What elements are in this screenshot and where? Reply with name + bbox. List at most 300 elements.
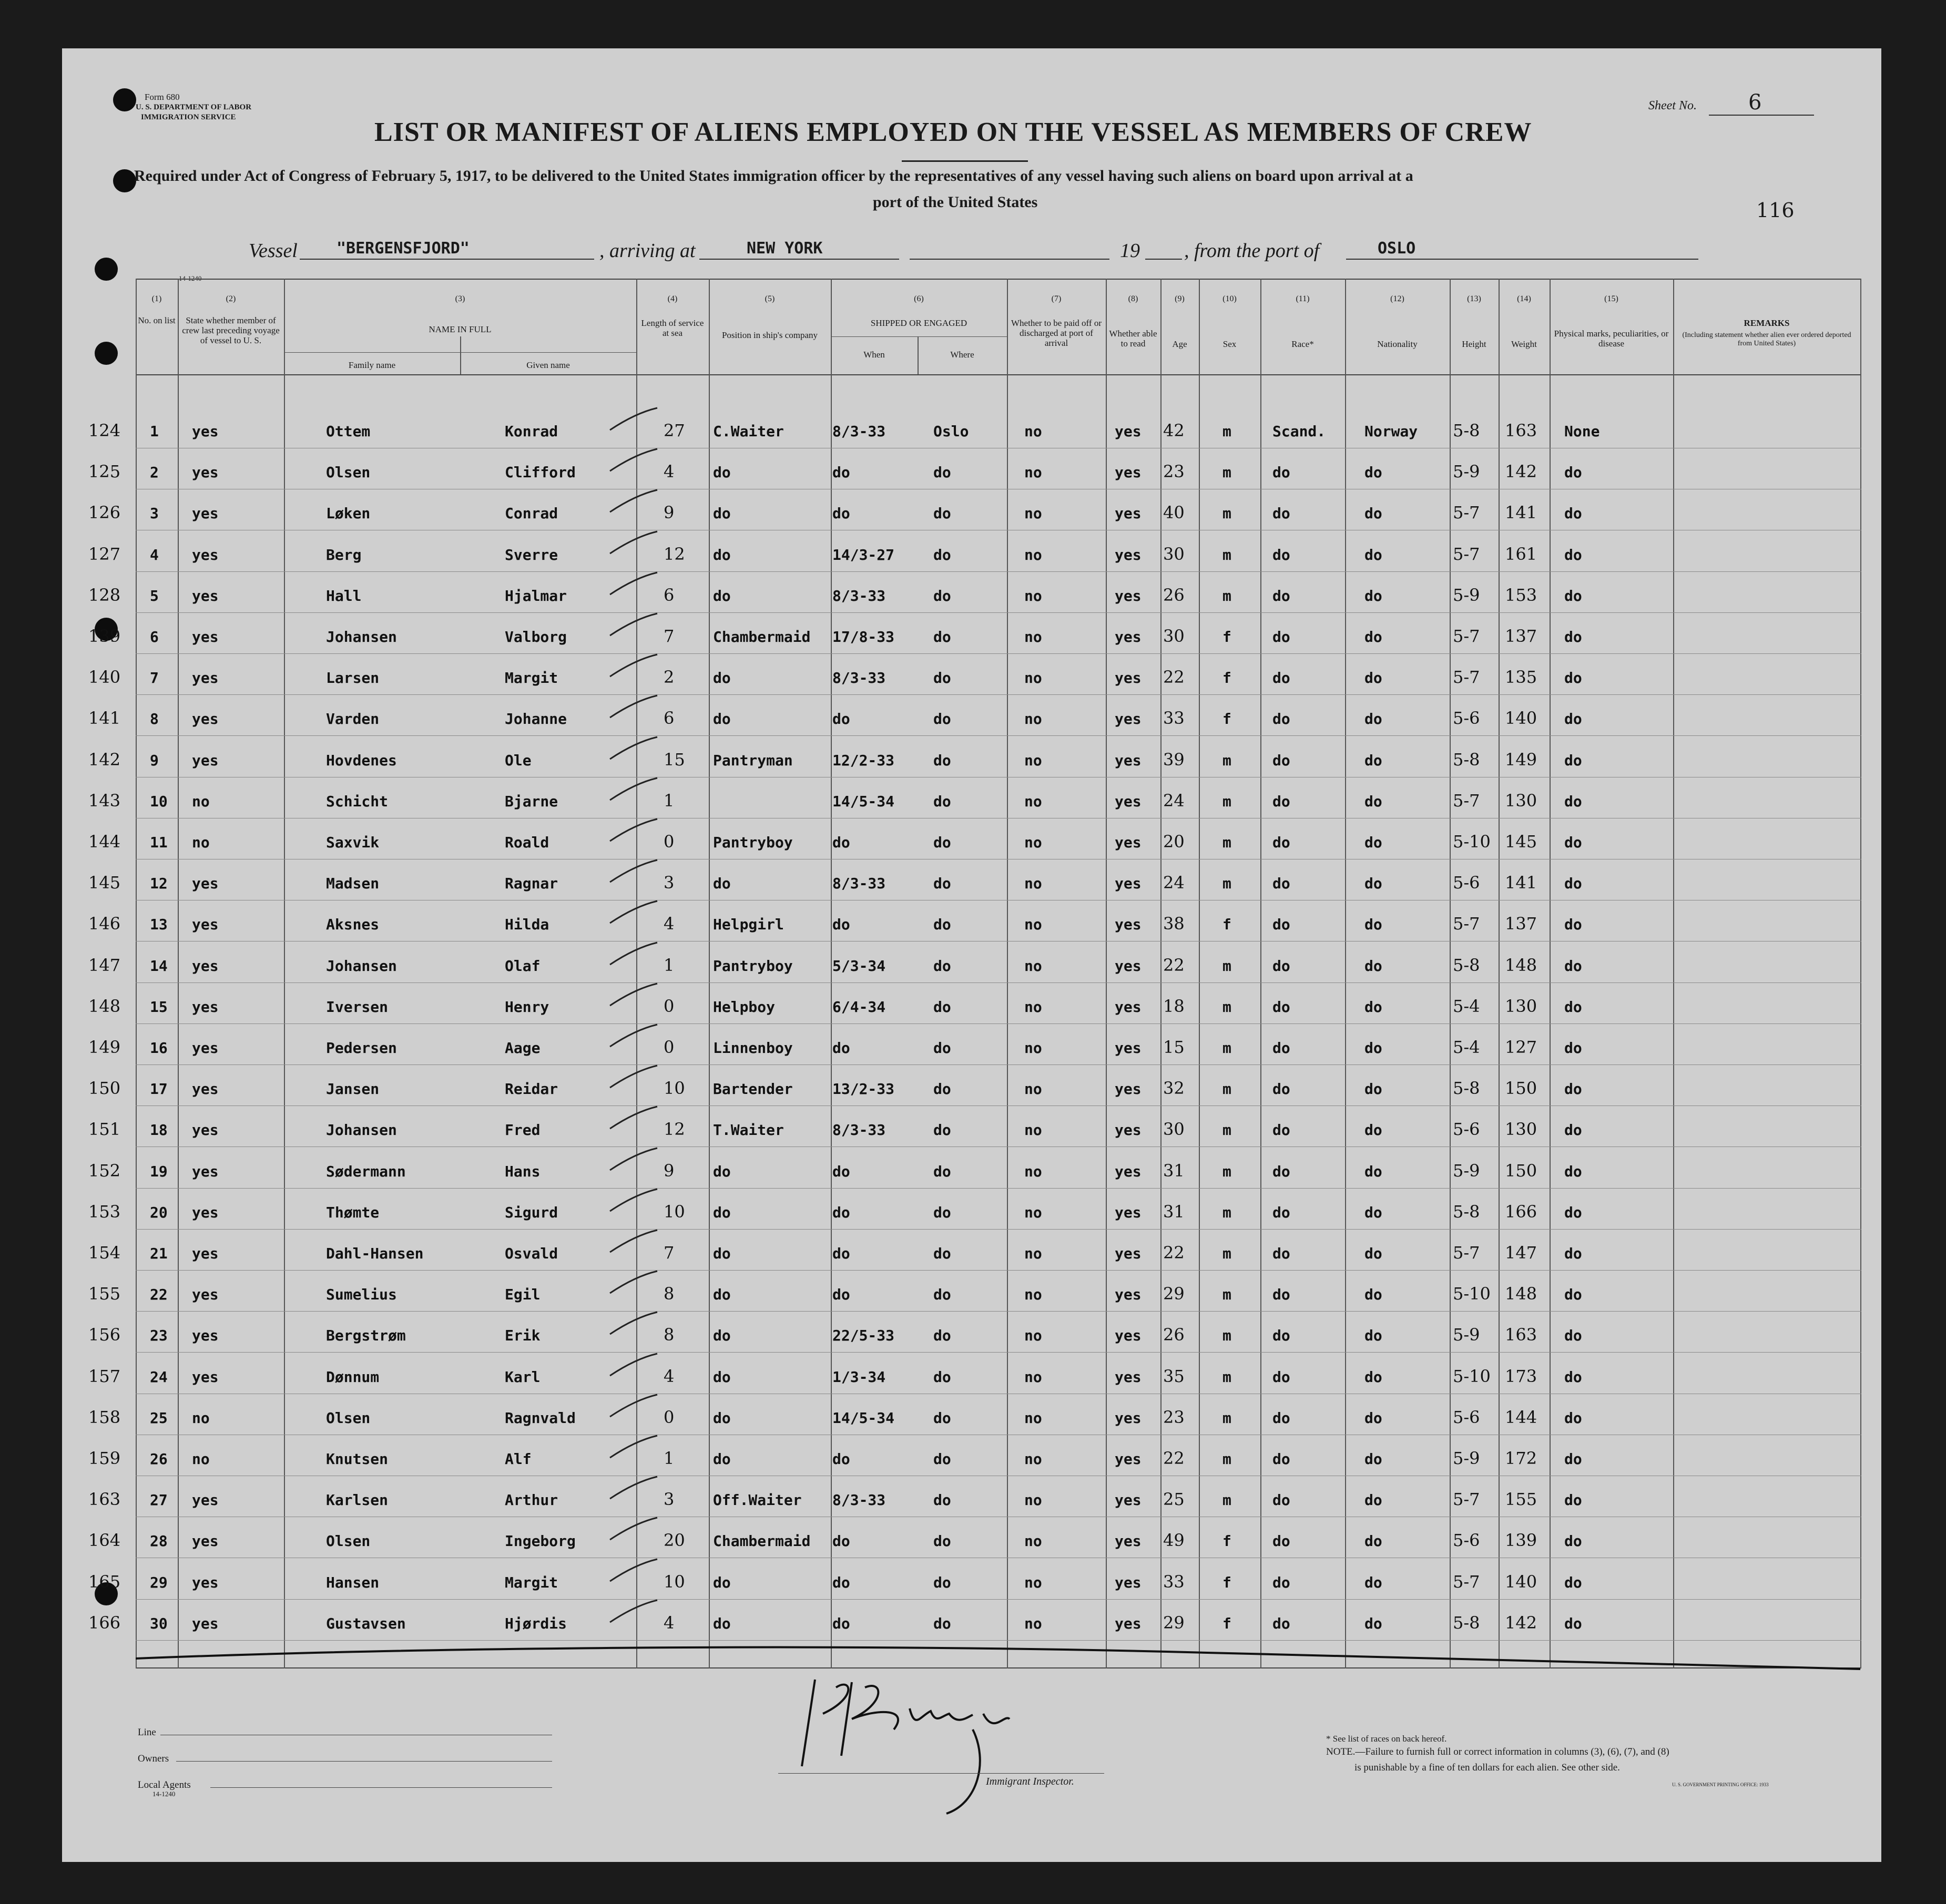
- cell-nat: do: [1364, 957, 1382, 975]
- cell-service: 10: [664, 1201, 685, 1222]
- cell-nat: do: [1364, 1245, 1382, 1262]
- shipped-subheader-rule: [831, 336, 1007, 337]
- cell-paid: no: [1024, 1614, 1042, 1632]
- cell-family: Aksnes: [326, 916, 380, 934]
- cell-service: 2: [664, 667, 675, 688]
- cell-given: Karl: [505, 1368, 541, 1386]
- cell-read: yes: [1115, 1573, 1142, 1591]
- cell-position: Pantryboy: [713, 957, 793, 975]
- cell-read: yes: [1115, 957, 1142, 975]
- cell-age: 26: [1163, 585, 1185, 605]
- arriving-port: NEW YORK: [747, 239, 823, 258]
- col-num-10: (10): [1222, 294, 1237, 303]
- col-num-3: (3): [455, 294, 465, 303]
- col-num-12: (12): [1390, 294, 1404, 303]
- vessel-underline: [300, 259, 594, 260]
- inspector-label: Immigrant Inspector.: [986, 1776, 1074, 1787]
- cell-marks: do: [1564, 1573, 1582, 1591]
- cell-weight: 147: [1505, 1243, 1537, 1263]
- cell-nat: do: [1364, 1327, 1382, 1345]
- cell-ref: 164: [88, 1530, 121, 1551]
- cell-ref: 166: [88, 1612, 121, 1633]
- cell-height: 5-7: [1453, 1489, 1480, 1510]
- cell-sex: m: [1222, 1121, 1231, 1139]
- cell-service: 0: [664, 996, 675, 1016]
- cell-position: Pantryboy: [713, 834, 793, 851]
- cell-race: do: [1272, 1203, 1290, 1221]
- cell-read: yes: [1115, 1080, 1142, 1098]
- cell-position: C.Waiter: [713, 423, 784, 440]
- owners-label: Owners: [138, 1753, 169, 1764]
- cell-nat: do: [1364, 587, 1382, 605]
- col-header-where: Where: [950, 350, 974, 360]
- cell-service: 0: [664, 1407, 675, 1427]
- service-label: IMMIGRATION SERVICE: [141, 113, 236, 121]
- cell-no: 28: [150, 1532, 168, 1550]
- col-header-service: Length of service at sea: [641, 318, 704, 338]
- cell-where: do: [933, 875, 951, 893]
- cell-height: 5-7: [1453, 914, 1480, 934]
- cell-no: 1: [150, 423, 159, 440]
- cell-ref: 142: [88, 749, 121, 770]
- cell-given: Egil: [505, 1286, 541, 1304]
- cell-given: Hjalmar: [505, 587, 567, 605]
- cell-family: Olsen: [326, 1532, 371, 1550]
- cell-nat: do: [1364, 1080, 1382, 1098]
- cell-prev: yes: [192, 998, 219, 1016]
- cell-race: do: [1272, 1080, 1290, 1098]
- cell-age: 23: [1163, 462, 1185, 482]
- cell-given: Ragnvald: [505, 1409, 576, 1427]
- cell-when: do: [832, 1245, 850, 1262]
- cell-position: do: [713, 546, 731, 564]
- cell-no: 15: [150, 998, 168, 1016]
- cell-given: Hilda: [505, 916, 549, 934]
- cell-position: do: [713, 1286, 731, 1304]
- table-row: [0, 1480, 1946, 1521]
- cell-where: do: [933, 1327, 951, 1345]
- cell-read: yes: [1115, 1039, 1142, 1057]
- cell-height: 5-7: [1453, 1571, 1480, 1592]
- cell-weight: 163: [1505, 421, 1537, 441]
- col-header-nationality: Nationality: [1377, 339, 1418, 349]
- cell-age: 30: [1163, 544, 1185, 564]
- table-row: [0, 1069, 1946, 1110]
- cell-height: 5-10: [1453, 1284, 1491, 1304]
- check-mark-icon: [605, 1513, 663, 1545]
- col-header-no: No. on list: [138, 315, 176, 325]
- col-header-height: Height: [1462, 339, 1486, 349]
- cell-paid: no: [1024, 957, 1042, 975]
- cell-service: 1: [664, 790, 675, 811]
- agents-label: Local Agents: [138, 1779, 191, 1790]
- col-num-11: (11): [1296, 294, 1310, 303]
- check-mark-icon: [605, 650, 663, 682]
- cell-paid: no: [1024, 1245, 1042, 1262]
- cell-paid: no: [1024, 1532, 1042, 1550]
- cell-sex: m: [1222, 1203, 1231, 1221]
- cell-prev: yes: [192, 505, 219, 523]
- cell-position: T.Waiter: [713, 1121, 784, 1139]
- table-row: [0, 987, 1946, 1028]
- check-mark-icon: [605, 445, 663, 476]
- cell-service: 1: [664, 1448, 675, 1468]
- cell-nat: do: [1364, 628, 1382, 646]
- page-title: LIST OR MANIFEST OF ALIENS EMPLOYED ON THE VESSEL AS MEMBERS OF CREW: [374, 117, 1532, 147]
- cell-ref: 126: [88, 503, 121, 523]
- cell-sex: m: [1222, 423, 1231, 440]
- check-mark-icon: [605, 1102, 663, 1134]
- table-row: [0, 1110, 1946, 1151]
- cell-ref: 154: [88, 1243, 121, 1263]
- cell-race: do: [1272, 1039, 1290, 1057]
- cell-weight: 144: [1505, 1407, 1537, 1427]
- cell-height: 5-9: [1453, 1448, 1480, 1468]
- cell-height: 5-10: [1453, 1366, 1491, 1386]
- row-rule: [136, 612, 1861, 613]
- cell-nat: do: [1364, 751, 1382, 769]
- cell-nat: do: [1364, 1368, 1382, 1386]
- table-row: [0, 658, 1946, 699]
- cell-nat: do: [1364, 998, 1382, 1016]
- vessel-name: "BERGENSFJORD": [337, 239, 470, 258]
- check-mark-icon: [605, 856, 663, 887]
- cell-nat: do: [1364, 710, 1382, 728]
- cell-when: do: [832, 1203, 850, 1221]
- table-row: [0, 863, 1946, 904]
- cell-no: 18: [150, 1121, 168, 1139]
- cell-service: 9: [664, 1160, 675, 1181]
- cell-race: do: [1272, 1327, 1290, 1345]
- cell-no: 21: [150, 1245, 168, 1262]
- cell-ref: 147: [88, 955, 121, 975]
- cell-weight: 142: [1505, 462, 1537, 482]
- col-header-sex: Sex: [1222, 339, 1237, 349]
- cell-sex: m: [1222, 834, 1231, 851]
- cell-when: 5/3-34: [832, 957, 886, 975]
- cell-when: 22/5-33: [832, 1327, 895, 1345]
- cell-race: do: [1272, 957, 1290, 975]
- table-header-rule: [136, 374, 1861, 375]
- form-number: Form 680: [145, 92, 180, 102]
- date-underline: [910, 259, 1109, 260]
- cell-prev: yes: [192, 587, 219, 605]
- cell-given: Ingeborg: [505, 1532, 576, 1550]
- cell-service: 8: [664, 1284, 675, 1304]
- cell-where: do: [933, 834, 951, 851]
- cell-prev: yes: [192, 669, 219, 687]
- cell-sex: m: [1222, 998, 1231, 1016]
- cell-no: 3: [150, 505, 159, 523]
- cell-age: 29: [1163, 1612, 1185, 1633]
- cell-paid: no: [1024, 587, 1042, 605]
- cell-read: yes: [1115, 1532, 1142, 1550]
- cell-weight: 140: [1505, 708, 1537, 729]
- cell-race: do: [1272, 1532, 1290, 1550]
- cell-height: 5-4: [1453, 996, 1480, 1016]
- cell-ref: 141: [88, 708, 121, 729]
- cell-nat: do: [1364, 505, 1382, 523]
- cell-where: do: [933, 957, 951, 975]
- cell-where: do: [933, 1573, 951, 1591]
- cell-paid: no: [1024, 1286, 1042, 1304]
- cell-sex: m: [1222, 957, 1231, 975]
- cell-when: do: [832, 1286, 850, 1304]
- cell-family: Varden: [326, 710, 380, 728]
- cell-given: Ole: [505, 751, 532, 769]
- cell-prev: yes: [192, 916, 219, 934]
- cell-nat: do: [1364, 834, 1382, 851]
- cell-family: Bergstrøm: [326, 1327, 406, 1345]
- cell-family: Dønnum: [326, 1368, 380, 1386]
- check-mark-icon: [605, 815, 663, 846]
- cell-height: 5-9: [1453, 1160, 1480, 1181]
- cell-no: 30: [150, 1614, 168, 1632]
- cell-marks: do: [1564, 628, 1582, 646]
- cell-when: do: [832, 1614, 850, 1632]
- cell-given: Margit: [505, 669, 558, 687]
- col-num-1: (1): [151, 294, 162, 303]
- cell-no: 17: [150, 1080, 168, 1098]
- cell-position: Off.Waiter: [713, 1491, 802, 1509]
- cell-service: 0: [664, 832, 675, 852]
- col-header-race: Race*: [1291, 339, 1314, 349]
- cell-where: do: [933, 1491, 951, 1509]
- check-mark-icon: [605, 1349, 663, 1381]
- cell-marks: do: [1564, 1409, 1582, 1427]
- cell-sex: f: [1222, 1532, 1231, 1550]
- cell-height: 5-4: [1453, 1037, 1480, 1057]
- table-row: [0, 1151, 1946, 1192]
- cell-family: Johansen: [326, 957, 397, 975]
- cell-no: 11: [150, 834, 168, 851]
- year-underline: [1145, 259, 1182, 260]
- col-header-family-name: Family name: [348, 360, 396, 370]
- cell-where: do: [933, 1121, 951, 1139]
- cell-height: 5-7: [1453, 1243, 1480, 1263]
- cell-where: do: [933, 587, 951, 605]
- cell-paid: no: [1024, 1491, 1042, 1509]
- cell-weight: 166: [1505, 1201, 1537, 1222]
- cell-age: 33: [1163, 708, 1185, 729]
- cell-marks: do: [1564, 464, 1582, 482]
- table-row: [0, 1398, 1946, 1439]
- cell-weight: 150: [1505, 1078, 1537, 1099]
- cell-marks: do: [1564, 1450, 1582, 1468]
- check-mark-icon: [605, 1308, 663, 1339]
- cell-marks: do: [1564, 505, 1582, 523]
- cell-age: 22: [1163, 1243, 1185, 1263]
- cell-height: 5-8: [1453, 1078, 1480, 1099]
- inspector-underline: [778, 1773, 1104, 1774]
- cell-when: 13/2-33: [832, 1080, 895, 1098]
- table-row: [0, 1521, 1946, 1562]
- cell-sex: m: [1222, 1327, 1231, 1345]
- cell-paid: no: [1024, 464, 1042, 482]
- row-rule: [136, 1229, 1861, 1230]
- cell-marks: do: [1564, 957, 1582, 975]
- cell-when: 6/4-34: [832, 998, 886, 1016]
- cell-family: Olsen: [326, 1409, 371, 1427]
- cell-race: Scand.: [1272, 423, 1326, 440]
- cell-age: 22: [1163, 1448, 1185, 1468]
- cell-no: 16: [150, 1039, 168, 1057]
- cell-where: do: [933, 998, 951, 1016]
- cell-prev: no: [192, 834, 210, 851]
- cell-no: 29: [150, 1573, 168, 1591]
- cell-height: 5-9: [1453, 585, 1480, 605]
- col-header-paid-off: Whether to be paid off or discharged at port of arrival: [1011, 318, 1102, 348]
- cell-race: do: [1272, 1162, 1290, 1180]
- cell-height: 5-9: [1453, 1325, 1480, 1345]
- cell-age: 42: [1163, 421, 1185, 441]
- cell-sex: m: [1222, 1162, 1231, 1180]
- cell-weight: 145: [1505, 832, 1537, 852]
- line-label: Line: [138, 1727, 156, 1738]
- cell-no: 8: [150, 710, 159, 728]
- cell-when: 1/3-34: [832, 1368, 886, 1386]
- cell-where: do: [933, 1245, 951, 1262]
- cell-race: do: [1272, 1491, 1290, 1509]
- cell-position: Pantryman: [713, 751, 793, 769]
- cell-paid: no: [1024, 1203, 1042, 1221]
- cell-race: do: [1272, 546, 1290, 564]
- check-mark-icon: [605, 1185, 663, 1216]
- cell-when: do: [832, 505, 850, 523]
- cell-service: 20: [664, 1530, 685, 1551]
- cell-marks: do: [1564, 1368, 1582, 1386]
- cell-sex: f: [1222, 669, 1231, 687]
- check-mark-icon: [605, 404, 663, 435]
- cell-ref: 124: [88, 421, 121, 441]
- cell-sex: m: [1222, 464, 1231, 482]
- cell-paid: no: [1024, 916, 1042, 934]
- cell-position: Chambermaid: [713, 1532, 811, 1550]
- cell-where: do: [933, 1080, 951, 1098]
- cell-weight: 139: [1505, 1530, 1537, 1551]
- vessel-label: Vessel: [249, 240, 298, 262]
- check-mark-icon: [605, 1472, 663, 1504]
- cell-nat: do: [1364, 792, 1382, 810]
- cell-paid: no: [1024, 505, 1042, 523]
- cell-position: do: [713, 1245, 731, 1262]
- col-header-when: When: [863, 350, 885, 360]
- cell-when: 12/2-33: [832, 751, 895, 769]
- cell-service: 12: [664, 1119, 685, 1140]
- cell-sex: f: [1222, 1614, 1231, 1632]
- cell-given: Clifford: [505, 464, 576, 482]
- cell-weight: 148: [1505, 1284, 1537, 1304]
- cell-nat: do: [1364, 1039, 1382, 1057]
- cell-read: yes: [1115, 628, 1142, 646]
- cell-family: Hall: [326, 587, 362, 605]
- cell-where: do: [933, 1039, 951, 1057]
- cell-family: Iversen: [326, 998, 389, 1016]
- cell-marks: do: [1564, 1121, 1582, 1139]
- cell-prev: yes: [192, 1162, 219, 1180]
- cell-paid: no: [1024, 1409, 1042, 1427]
- cell-family: Jansen: [326, 1080, 380, 1098]
- check-mark-icon: [605, 1431, 663, 1463]
- cell-read: yes: [1115, 1286, 1142, 1304]
- cell-position: do: [713, 1162, 731, 1180]
- binding-hole: [95, 258, 118, 281]
- cell-no: 12: [150, 875, 168, 893]
- cell-age: 31: [1163, 1160, 1185, 1181]
- cell-no: 25: [150, 1409, 168, 1427]
- cell-where: Oslo: [933, 423, 969, 440]
- col-header-remarks-note: (Including statement whether alien ever ordered deported from United States): [1682, 331, 1851, 347]
- owners-underline: [176, 1761, 552, 1762]
- col-num-2: (2): [226, 294, 236, 303]
- agents-code: 14-1240: [152, 1790, 176, 1798]
- cell-prev: yes: [192, 628, 219, 646]
- cell-age: 39: [1163, 749, 1185, 770]
- cell-when: do: [832, 834, 850, 851]
- cell-service: 9: [664, 503, 675, 523]
- table-row: [0, 1028, 1946, 1069]
- cell-where: do: [933, 1368, 951, 1386]
- table-row: [0, 452, 1946, 493]
- cell-when: do: [832, 710, 850, 728]
- cell-no: 7: [150, 669, 159, 687]
- sheet-number-underline: [1709, 115, 1814, 116]
- cell-sex: m: [1222, 587, 1231, 605]
- cell-marks: do: [1564, 792, 1582, 810]
- cell-when: do: [832, 464, 850, 482]
- binding-hole: [95, 342, 118, 365]
- cell-sex: m: [1222, 1409, 1231, 1427]
- cell-no: 26: [150, 1450, 168, 1468]
- cell-family: Larsen: [326, 669, 380, 687]
- cell-race: do: [1272, 1121, 1290, 1139]
- cell-weight: 161: [1505, 544, 1537, 564]
- cell-sex: m: [1222, 546, 1231, 564]
- cell-age: 20: [1163, 832, 1185, 852]
- cell-family: Berg: [326, 546, 362, 564]
- cell-age: 40: [1163, 503, 1185, 523]
- cell-service: 3: [664, 873, 675, 893]
- col-num-15: (15): [1604, 294, 1618, 303]
- cell-paid: no: [1024, 423, 1042, 440]
- cell-given: Sverre: [505, 546, 558, 564]
- cell-prev: yes: [192, 1039, 219, 1057]
- cell-age: 15: [1163, 1037, 1185, 1057]
- cell-given: Osvald: [505, 1245, 558, 1262]
- cell-given: Konrad: [505, 423, 558, 440]
- col-header-position: Position in ship's company: [721, 330, 818, 340]
- cell-when: 14/3-27: [832, 546, 895, 564]
- cell-prev: yes: [192, 710, 219, 728]
- cell-no: 24: [150, 1368, 168, 1386]
- table-row: [0, 1439, 1946, 1480]
- cell-paid: no: [1024, 1368, 1042, 1386]
- agents-underline: [210, 1787, 552, 1788]
- cell-sex: f: [1222, 710, 1231, 728]
- check-mark-icon: [605, 691, 663, 723]
- cell-read: yes: [1115, 546, 1142, 564]
- table-top-rule: [136, 279, 1861, 280]
- cell-no: 9: [150, 751, 159, 769]
- cell-ref: 127: [88, 544, 121, 564]
- cell-read: yes: [1115, 916, 1142, 934]
- cell-service: 7: [664, 1243, 675, 1263]
- col-header-given-name: Given name: [526, 360, 570, 370]
- cell-where: do: [933, 1532, 951, 1550]
- cell-prev: no: [192, 792, 210, 810]
- binding-hole: [113, 88, 136, 111]
- cell-position: Bartender: [713, 1080, 793, 1098]
